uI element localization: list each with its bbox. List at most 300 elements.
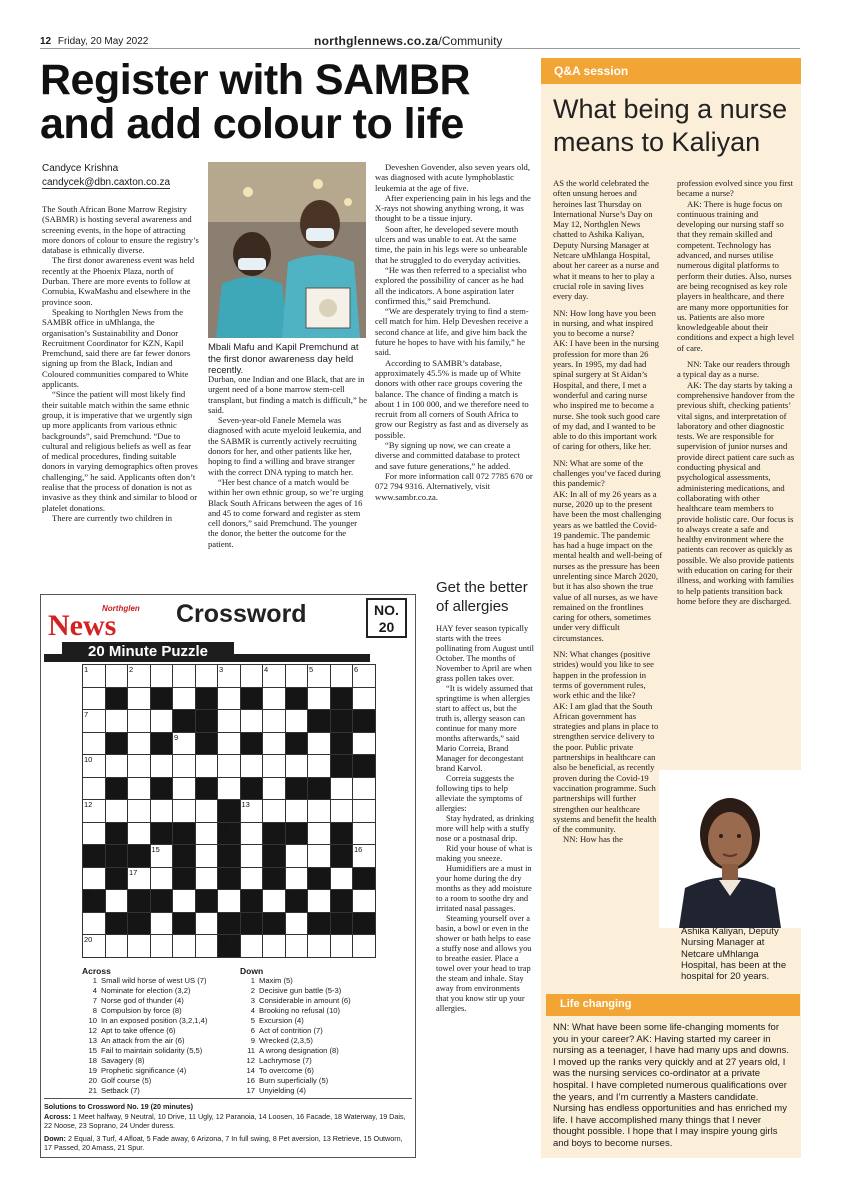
clue-row	[82, 1056, 232, 1066]
grid-cell[interactable]	[262, 934, 286, 958]
kaliyan-illustration	[659, 770, 801, 928]
clue-number: 9	[250, 1036, 255, 1045]
grid-cell[interactable]	[127, 732, 151, 756]
paragraph: Correia suggests the following tips to help alleviate the symptoms of allergies:	[436, 774, 523, 813]
grid-cell[interactable]	[330, 934, 354, 958]
paragraph: Durban, one Indian and one Black, that are in urgent need of a bone marrow stem-cell transplant, but finding a match is difficult,” he said.	[208, 374, 368, 415]
clue-text: In an exposed position (3,2,1,4)	[101, 1016, 208, 1025]
grid-cell[interactable]	[307, 732, 331, 756]
grid-block	[352, 709, 376, 733]
grid-block	[307, 709, 331, 733]
grid-cell[interactable]	[240, 822, 264, 846]
clue-number: 6	[250, 1026, 255, 1035]
paragraph: “By signing up now, we can create a diverse and committed database to protect and save future generations,” he added.	[375, 440, 520, 471]
grid-cell[interactable]	[105, 934, 129, 958]
grid-cell[interactable]	[105, 709, 129, 733]
clue-number: 1	[92, 976, 97, 985]
section-name: /Community	[438, 34, 503, 48]
grid-cell[interactable]	[262, 754, 286, 778]
grid-cell[interactable]	[217, 777, 241, 801]
clue-row	[240, 1086, 410, 1096]
clue-row	[82, 1086, 232, 1096]
clue-text: A wrong designation (8)	[259, 1046, 339, 1055]
clue-text: Norse god of thunder (4)	[101, 996, 184, 1005]
clue-number: 8	[92, 1006, 97, 1015]
grid-block	[262, 912, 286, 936]
grid-block	[330, 687, 354, 711]
life-changing-label: Life changing	[560, 998, 632, 1010]
clue-number: 11	[247, 1046, 255, 1055]
grid-cell[interactable]	[217, 664, 241, 688]
clue-row	[240, 1076, 410, 1086]
paragraph: NN: How has the	[563, 834, 623, 845]
grid-cell[interactable]	[285, 664, 309, 688]
site-header	[314, 34, 502, 48]
grid-number: 16	[354, 845, 363, 854]
clue-text: Brooking no refusal (10)	[259, 1006, 341, 1015]
grid-block	[307, 777, 331, 801]
grid-cell[interactable]	[240, 709, 264, 733]
grid-block	[240, 912, 264, 936]
main-article-column-3	[375, 162, 533, 502]
paragraph: Steaming yourself over a basin, a bowl or even in the shower or bath helps to ease a stuffy nose and allows you to breathe easier. Place a towel over your head to trap the steam and inhale. Stay away from environments that you know stir up your allergies.	[436, 914, 532, 1013]
donor-event-photo	[208, 162, 366, 338]
grid-cell[interactable]	[307, 799, 331, 823]
grid-block	[330, 732, 354, 756]
paragraph: According to SAMBR’s database, approximately 45.5% is made up of White donors with other race groups covering the balance. The chance of finding a match is about 1 in 100 000, and we therefore need to recruit from all corners of South Africa to grow our Registry as fast and as diversely as possible.	[375, 357, 529, 440]
clue-text: Maxim (5)	[259, 976, 293, 985]
clue-row	[82, 996, 232, 1006]
grid-cell[interactable]	[127, 799, 151, 823]
crossword-solutions	[44, 1098, 412, 1153]
grid-cell[interactable]	[82, 754, 106, 778]
grid-block	[307, 912, 331, 936]
grid-cell[interactable]	[82, 777, 106, 801]
clue-row	[240, 1016, 410, 1026]
grid-cell[interactable]	[352, 664, 376, 688]
grid-cell[interactable]	[285, 709, 309, 733]
grid-block	[240, 732, 264, 756]
grid-cell[interactable]	[262, 687, 286, 711]
grid-block	[82, 889, 106, 913]
paragraph: AK: The day starts by taking a comprehensive handover from the previous shift, checking patients’ vital signs, and interpretation of laboratory and other diagnostic tests. We are responsible for supervision of junior nurses and provide direct patient care such as conducting physical and psychological assessments, administering medications, and collaborating with other healthcare team members to provide holistic care. Our focus is to always create a safe and healthy environment where the patients can recover as quickly as possible. We also provide patients with education on caring for their illness, and working with families to help patients transition back home before they are discharged.	[677, 379, 795, 606]
grid-block	[105, 844, 129, 868]
grid-cell[interactable]	[217, 709, 241, 733]
grid-block	[330, 889, 354, 913]
crossword-title: Crossword	[176, 600, 307, 628]
clue-number: 20	[88, 1076, 97, 1085]
grid-number: 11	[309, 777, 317, 787]
grid-cell[interactable]	[82, 912, 106, 936]
across-clues	[82, 966, 232, 1096]
page-folio	[40, 36, 148, 47]
grid-cell[interactable]	[307, 822, 331, 846]
grid-cell[interactable]	[262, 777, 286, 801]
grid-block	[307, 867, 331, 891]
grid-cell[interactable]	[195, 664, 219, 688]
grid-block	[127, 844, 151, 868]
clue-number: 1	[250, 976, 255, 985]
clue-number: 12	[246, 1056, 255, 1065]
paragraph: Soon after, he developed severe mouth ulcers and was unable to eat. At the same time, the pain in his legs were so unbearable that he struggled to do everyday activities.	[375, 223, 528, 265]
grid-cell[interactable]	[127, 822, 151, 846]
clue-row	[82, 1076, 232, 1086]
paragraph: Stay hydrated, as drinking more will help with a stuffy nose or a postnasal drip.	[436, 814, 534, 843]
grid-cell[interactable]	[217, 754, 241, 778]
grid-number: 3	[219, 665, 224, 674]
paragraph: “We are desperately trying to find a stem-cell match for him. Help Deveshen receive a second chance at life, and give him back the future he hopes to have with his family,” he said.	[375, 306, 529, 358]
life-changing-text: NN: What have been some life-changing moments for you in your career? AK: Having started my career in nursing as a teenager, I have had many ups and downs. I moved up the ranks very quickly and at 27 years old, I was the nursing services co-ordinator at a private hospital. I have completed numerous qualifications over the years, and I’m currently a Masters candidate. Nursing has endless opportunities and has enriched my life. I have accomplished many things that I never thought possible. I hope that I may inspire young girls and boys to become nurses.	[553, 1022, 790, 1149]
site-domain[interactable]: northglennews.co.za	[314, 34, 439, 48]
grid-block	[285, 777, 309, 801]
grid-block	[195, 889, 219, 913]
clue-row	[240, 1046, 410, 1056]
grid-cell[interactable]	[262, 889, 286, 913]
clue-row	[240, 1026, 410, 1036]
grid-cell[interactable]	[150, 844, 174, 868]
grid-cell[interactable]	[127, 867, 151, 891]
clue-row	[240, 996, 410, 1006]
clue-row	[82, 976, 232, 986]
grid-cell[interactable]	[285, 799, 309, 823]
clue-text: Small wild horse of west US (7)	[101, 976, 207, 985]
across-clue-list	[82, 976, 232, 1096]
paragraph: “It is widely assumed that springtime is when allergies start to affect us, but the truth is, allergy season can continue for many more months afterwards,” said Mario Correia, Brand Manager for decongestant brand Karvol.	[436, 684, 533, 773]
grid-number: 20	[84, 935, 93, 944]
paragraph: NN: How long have you been in nursing, and what inspired you to become a nurse?	[553, 307, 656, 339]
grid-number: 1	[84, 665, 89, 674]
grid-cell[interactable]	[105, 754, 129, 778]
grid-cell[interactable]	[217, 732, 241, 756]
clue-row	[82, 1046, 232, 1056]
clue-row	[240, 1066, 410, 1076]
grid-cell[interactable]	[240, 934, 264, 958]
grid-block	[150, 822, 174, 846]
clue-number: 5	[250, 1016, 255, 1025]
grid-cell[interactable]	[240, 664, 264, 688]
grid-cell[interactable]	[330, 867, 354, 891]
grid-block	[352, 867, 376, 891]
grid-cell[interactable]	[352, 799, 376, 823]
clue-text: Decisive gun battle (5-3)	[259, 986, 342, 995]
grid-cell[interactable]	[172, 799, 196, 823]
grid-cell[interactable]	[150, 754, 174, 778]
grid-cell[interactable]	[240, 799, 264, 823]
grid-block	[195, 687, 219, 711]
grid-cell[interactable]	[285, 934, 309, 958]
grid-cell[interactable]	[352, 889, 376, 913]
logo-bottom-text: News	[48, 609, 117, 638]
clue-text: Unyielding (4)	[259, 1086, 306, 1095]
grid-block	[150, 889, 174, 913]
crossword-number-value: 20	[378, 619, 395, 635]
grid-cell[interactable]	[150, 912, 174, 936]
grid-block	[105, 687, 129, 711]
grid-block	[330, 822, 354, 846]
crossword-number	[366, 598, 407, 638]
grid-block	[195, 709, 219, 733]
grid-cell[interactable]	[82, 664, 106, 688]
clue-text: Compulsion by force (8)	[101, 1006, 182, 1015]
grid-number: 8	[196, 710, 201, 719]
grid-number: 12	[84, 800, 93, 809]
grid-cell[interactable]	[352, 687, 376, 711]
grid-block	[172, 912, 196, 936]
grid-block	[285, 687, 309, 711]
clue-row	[82, 1026, 232, 1036]
grid-cell[interactable]	[172, 934, 196, 958]
clue-row	[240, 1006, 410, 1016]
clue-row	[82, 986, 232, 996]
solutions-across-label: Across:	[44, 1111, 71, 1121]
grid-cell[interactable]	[82, 687, 106, 711]
main-article-column-2	[208, 374, 368, 549]
grid-cell[interactable]	[262, 709, 286, 733]
grid-cell[interactable]	[240, 844, 264, 868]
solutions-across-text: 1 Meet halfway, 9 Neutral, 10 Drive, 11 Ugly, 12 Paranoia, 14 Loosen, 16 Facade, 18 Waterway, 19 Dais, 22 Noose, 23 Soprano, 24 Under duress.	[44, 1111, 406, 1130]
clue-number: 17	[246, 1086, 255, 1095]
grid-cell[interactable]	[285, 912, 309, 936]
grid-cell[interactable]	[105, 889, 129, 913]
grid-block	[262, 867, 286, 891]
grid-cell[interactable]	[195, 822, 219, 846]
page-number: 12	[40, 36, 52, 47]
grid-number: 5	[309, 665, 314, 674]
grid-cell[interactable]	[307, 687, 331, 711]
clue-text: Fail to maintain solidarity (5,5)	[101, 1046, 203, 1055]
paragraph: Humidifiers are a must in your home during the dry months as they add moisture to a room to soothe dry and irritated nasal passages.	[436, 864, 532, 913]
grid-cell[interactable]	[172, 687, 196, 711]
grid-cell[interactable]	[285, 844, 309, 868]
logo-top-text: Northglen	[102, 604, 140, 613]
allergies-headline: Get the better of allergies	[436, 579, 528, 615]
grid-block	[105, 822, 129, 846]
grid-number: 4	[264, 665, 269, 674]
grid-block	[172, 867, 196, 891]
paragraph: AK: I have been in the nursing profession for more than 26 years. In 1995, my dad had spinal surgery at St Aidan’s Hospital, and there, I met a wonderful and caring nurse who inspired me to become a nurse. She took such good care of my dad, and I wanted to be able to do this important work of caring for others, like her.	[553, 338, 660, 452]
qa-column-1	[553, 178, 663, 845]
grid-cell[interactable]	[82, 867, 106, 891]
clue-number: 21	[88, 1086, 97, 1095]
grid-cell[interactable]	[127, 664, 151, 688]
grid-block	[285, 889, 309, 913]
grid-cell[interactable]	[285, 754, 309, 778]
across-heading: Across	[82, 966, 111, 976]
grid-cell[interactable]	[352, 844, 376, 868]
paragraph: AK: There is huge focus on continuous training and developing our nursing staff so that they remain skilled and competent. Technology has advanced, and nurses utilise numerous digital platforms to perform their duties. Also, nurses are being recognised as key role players in healthcare, and there are many more opportunities for us. Patients are also more knowledgeable about their conditions and expect a high level of care.	[677, 198, 795, 353]
paragraph: Rid your house of what is making you sneeze.	[436, 844, 533, 863]
grid-cell[interactable]	[307, 754, 331, 778]
clue-row	[82, 1016, 232, 1026]
grid-cell[interactable]	[172, 754, 196, 778]
clue-number: 18	[88, 1056, 97, 1065]
grid-cell[interactable]	[150, 867, 174, 891]
grid-cell[interactable]	[240, 867, 264, 891]
clue-row	[82, 1006, 232, 1016]
grid-cell[interactable]	[82, 934, 106, 958]
clue-number: 7	[92, 996, 97, 1005]
grid-cell[interactable]	[195, 799, 219, 823]
clue-text: Prophetic significance (4)	[101, 1066, 187, 1075]
author-name: Candyce Krishna	[42, 163, 119, 174]
grid-block	[285, 822, 309, 846]
clue-text: Golf course (5)	[101, 1076, 152, 1085]
grid-block	[217, 822, 241, 846]
grid-block	[330, 709, 354, 733]
clue-text: Savagery (8)	[101, 1056, 145, 1065]
grid-cell[interactable]	[352, 732, 376, 756]
grid-block	[330, 912, 354, 936]
grid-block	[240, 889, 264, 913]
paragraph: There are currently two children in	[52, 512, 173, 523]
clue-number: 10	[88, 1016, 97, 1025]
paragraph: “Since the patient will most likely find their suitable match within the same ethnic group, it is imperative that we urgently sign up more applicants from various ethnic backgrounds”, said Premchund. “Due to cultural and religious beliefs as well as fear of medical procedures, finding suitable donors in varying demographics often proves challenging,” he said. Applicants often don’t realise that the process of donation is not as invasive as they think and similar to blood or platelet donations.	[42, 389, 198, 513]
solutions-across	[44, 1112, 412, 1131]
main-article-column-1	[42, 204, 200, 523]
grid-cell[interactable]	[195, 754, 219, 778]
grid-cell[interactable]	[150, 934, 174, 958]
solutions-down-text: 2 Equal, 3 Turf, 4 Afloat, 5 Fade away, 6 Arizona, 7 In full swing, 8 Pet aversion, 13 Retrieve, 15 Outworn, 17 Passed, 20 Amass, 21 Spur.	[44, 1133, 403, 1152]
grid-block	[262, 844, 286, 868]
clue-row	[240, 1056, 410, 1066]
grid-cell[interactable]	[285, 867, 309, 891]
grid-cell[interactable]	[352, 934, 376, 958]
paragraph: AK: In all of my 26 years as a nurse, 2020 up to the present have been the most challenging years as we battled the Covid-19 pandemic. The pandemic has had a huge impact on the mental health and well-being of nurses as the pressure has been unrelenting since March 2020, but it has also shown the true value of all nurses, as we have remained on the frontlines caring for others, sometimes under very difficult circumstances.	[553, 488, 663, 643]
grid-block	[285, 732, 309, 756]
grid-cell[interactable]	[150, 664, 174, 688]
paragraph: Speaking to Northglen News from the SAMBR office in uMhlanga, the organisation’s Sustainability and Donor Recruitment Coordinator for KZN, Kapil Premchund, said there are far fewer donors signing up from the Black, Indian and Coloured communities compared to White applicants.	[42, 306, 191, 390]
clue-text: An attack from the air (6)	[101, 1036, 185, 1045]
author-email[interactable]: candycek@dbn.caxton.co.za	[42, 177, 171, 188]
grid-cell[interactable]	[330, 664, 354, 688]
grid-number: 17	[129, 867, 138, 877]
grid-block	[150, 732, 174, 756]
grid-cell[interactable]	[105, 664, 129, 688]
grid-block	[150, 687, 174, 711]
grid-cell[interactable]	[352, 777, 376, 801]
grid-cell[interactable]	[172, 664, 196, 688]
grid-cell[interactable]	[330, 799, 354, 823]
down-heading: Down	[240, 966, 264, 976]
grid-cell[interactable]	[127, 754, 151, 778]
grid-block	[172, 844, 196, 868]
grid-number: 15	[151, 845, 160, 854]
grid-number: 18	[84, 890, 93, 899]
grid-cell[interactable]	[82, 799, 106, 823]
grid-cell[interactable]	[307, 934, 331, 958]
paragraph: The South African Bone Marrow Registry (SABMR) is hosting several awareness and screening events, in the hope of attracting more donors of colour to ensure the registry’s database is ethnically diverse.	[42, 204, 199, 256]
grid-cell[interactable]	[330, 777, 354, 801]
crossword-grid	[82, 664, 376, 958]
grid-block	[172, 709, 196, 733]
clue-number: 3	[250, 996, 255, 1005]
paragraph: After experiencing pain in his legs and the X-rays not showing anything wrong, it was thought to be a tissue injury.	[375, 192, 531, 224]
clue-text: Apt to take offence (6)	[101, 1026, 176, 1035]
grid-cell[interactable]	[262, 799, 286, 823]
paragraph: Seven-year-old Fanele Memela was diagnosed with acute myeloid leukemia, and the SABMR is currently actively recruiting donors for her, and other patients like her, hoping to find a willing and brave stranger with the correct DNA typing to match her.	[208, 415, 362, 477]
grid-cell[interactable]	[240, 754, 264, 778]
grid-cell[interactable]	[195, 867, 219, 891]
crossword-subtitle: 20 Minute Puzzle	[62, 642, 234, 662]
grid-cell[interactable]	[195, 934, 219, 958]
grid-number: 10	[84, 755, 93, 764]
grid-cell[interactable]	[150, 709, 174, 733]
down-clues	[240, 966, 410, 1096]
paragraph: NN: What are some of the challenges you’ve faced during this pandemic?	[553, 457, 661, 489]
grid-block	[105, 912, 129, 936]
paragraph: profession evolved since you first became a nurse?	[677, 178, 793, 199]
clue-row	[240, 1036, 410, 1046]
issue-date: Friday, 20 May 2022	[57, 36, 149, 47]
grid-cell[interactable]	[307, 889, 331, 913]
grid-cell[interactable]	[127, 777, 151, 801]
grid-cell[interactable]	[127, 709, 151, 733]
kaliyan-photo-caption: Ashika Kaliyan, Deputy Nursing Manager at Netcare uMhlanga Hospital, has been at the hospital for 20 years.	[681, 926, 787, 983]
grid-cell[interactable]	[150, 799, 174, 823]
grid-block	[352, 754, 376, 778]
grid-block	[195, 777, 219, 801]
paragraph: NN: What changes (positive strides) would you like to see happen in the profession in terms of government rules, work ethic and the like?	[553, 649, 654, 701]
grid-number: 7	[84, 710, 89, 719]
clue-row	[82, 1036, 232, 1046]
qa-column-2	[677, 178, 795, 606]
donor-event-illustration	[208, 162, 366, 338]
grid-cell[interactable]	[127, 687, 151, 711]
crossword-number-label: NO.	[374, 602, 399, 618]
grid-cell[interactable]	[82, 732, 106, 756]
grid-number: 9	[174, 732, 179, 742]
kaliyan-photo	[659, 770, 801, 928]
logo-mark	[46, 600, 150, 638]
grid-cell[interactable]	[262, 664, 286, 688]
solutions-down-label: Down:	[44, 1133, 66, 1143]
grid-cell[interactable]	[307, 664, 331, 688]
grid-cell[interactable]	[82, 822, 106, 846]
clue-number: 4	[250, 1006, 255, 1015]
grid-block	[105, 867, 129, 891]
clue-number: 4	[92, 986, 97, 995]
grid-block	[127, 889, 151, 913]
grid-cell[interactable]	[307, 844, 331, 868]
grid-number: 19	[286, 890, 295, 899]
grid-block	[195, 732, 219, 756]
grid-cell[interactable]	[195, 912, 219, 936]
down-clue-list	[240, 976, 410, 1096]
grid-cell[interactable]	[352, 822, 376, 846]
grid-cell[interactable]	[195, 844, 219, 868]
grid-cell[interactable]	[105, 799, 129, 823]
clue-text: Lachrymose (7)	[259, 1056, 312, 1065]
grid-cell[interactable]	[217, 889, 241, 913]
qa-section-label: Q&A session	[554, 64, 629, 78]
grid-cell[interactable]	[172, 732, 196, 756]
grid-cell[interactable]	[217, 687, 241, 711]
photo-caption: Mbali Mafu and Kapil Premchund at the first donor awareness day held recently.	[208, 342, 359, 376]
grid-block	[240, 777, 264, 801]
grid-cell[interactable]	[127, 934, 151, 958]
grid-cell[interactable]	[172, 777, 196, 801]
paragraph: AS the world celebrated the often unsung heroes and heroines last Thursday on International Nurse’s Day on May 12, Northglen News chatted to Ashika Kaliyan, Deputy Nursing Manager at Netcare uMhlanga Hospital, about her career as a nurse and what it means to her to play a crucial role in saving lives every day.	[553, 178, 659, 302]
grid-cell[interactable]	[172, 889, 196, 913]
clue-text: Setback (7)	[101, 1086, 140, 1095]
grid-cell[interactable]	[82, 709, 106, 733]
clue-text: To overcome (6)	[259, 1066, 314, 1075]
clue-number: 16	[246, 1076, 255, 1085]
clue-number: 12	[88, 1026, 97, 1035]
grid-number: 6	[354, 665, 359, 674]
grid-cell[interactable]	[262, 732, 286, 756]
grid-block	[352, 912, 376, 936]
